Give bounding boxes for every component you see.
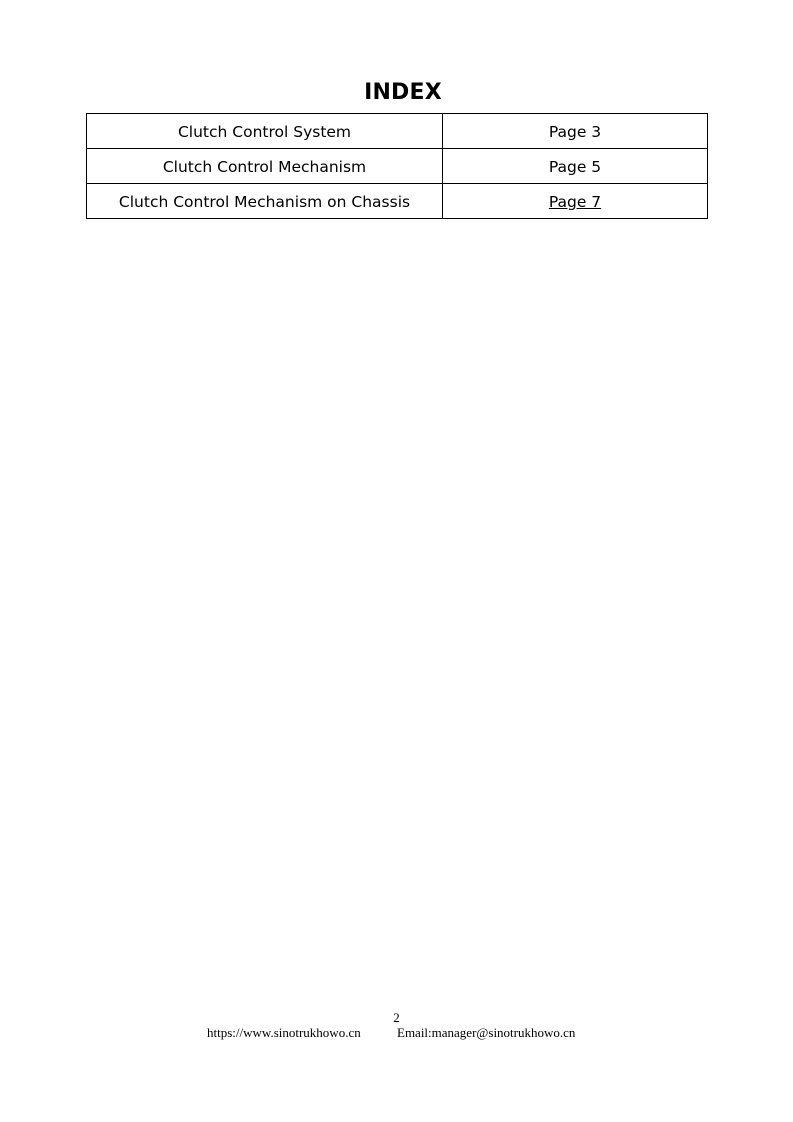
index-table	[86, 113, 708, 219]
index-page-link[interactable]: Page 5	[548, 158, 602, 176]
index-page-cell	[443, 184, 708, 219]
index-page-cell	[443, 149, 708, 184]
page-number: 2	[393, 1010, 400, 1025]
page-title: INDEX	[364, 80, 442, 105]
footer-email-link[interactable]: Email:manager@sinotrukhowo.cn	[397, 1025, 576, 1040]
footer-website-link[interactable]: https://www.sinotrukhowo.cn	[207, 1025, 361, 1040]
index-page-link[interactable]: Page 3	[548, 123, 602, 141]
index-section-title: Clutch Control System	[87, 114, 443, 149]
table-row	[87, 149, 708, 184]
index-page-cell	[443, 114, 708, 149]
table-row	[87, 114, 708, 149]
index-page-link[interactable]: Page 7	[548, 193, 602, 211]
index-section-title: Clutch Control Mechanism on Chassis	[87, 184, 443, 219]
index-section-title: Clutch Control Mechanism	[87, 149, 443, 184]
table-row	[87, 184, 708, 219]
